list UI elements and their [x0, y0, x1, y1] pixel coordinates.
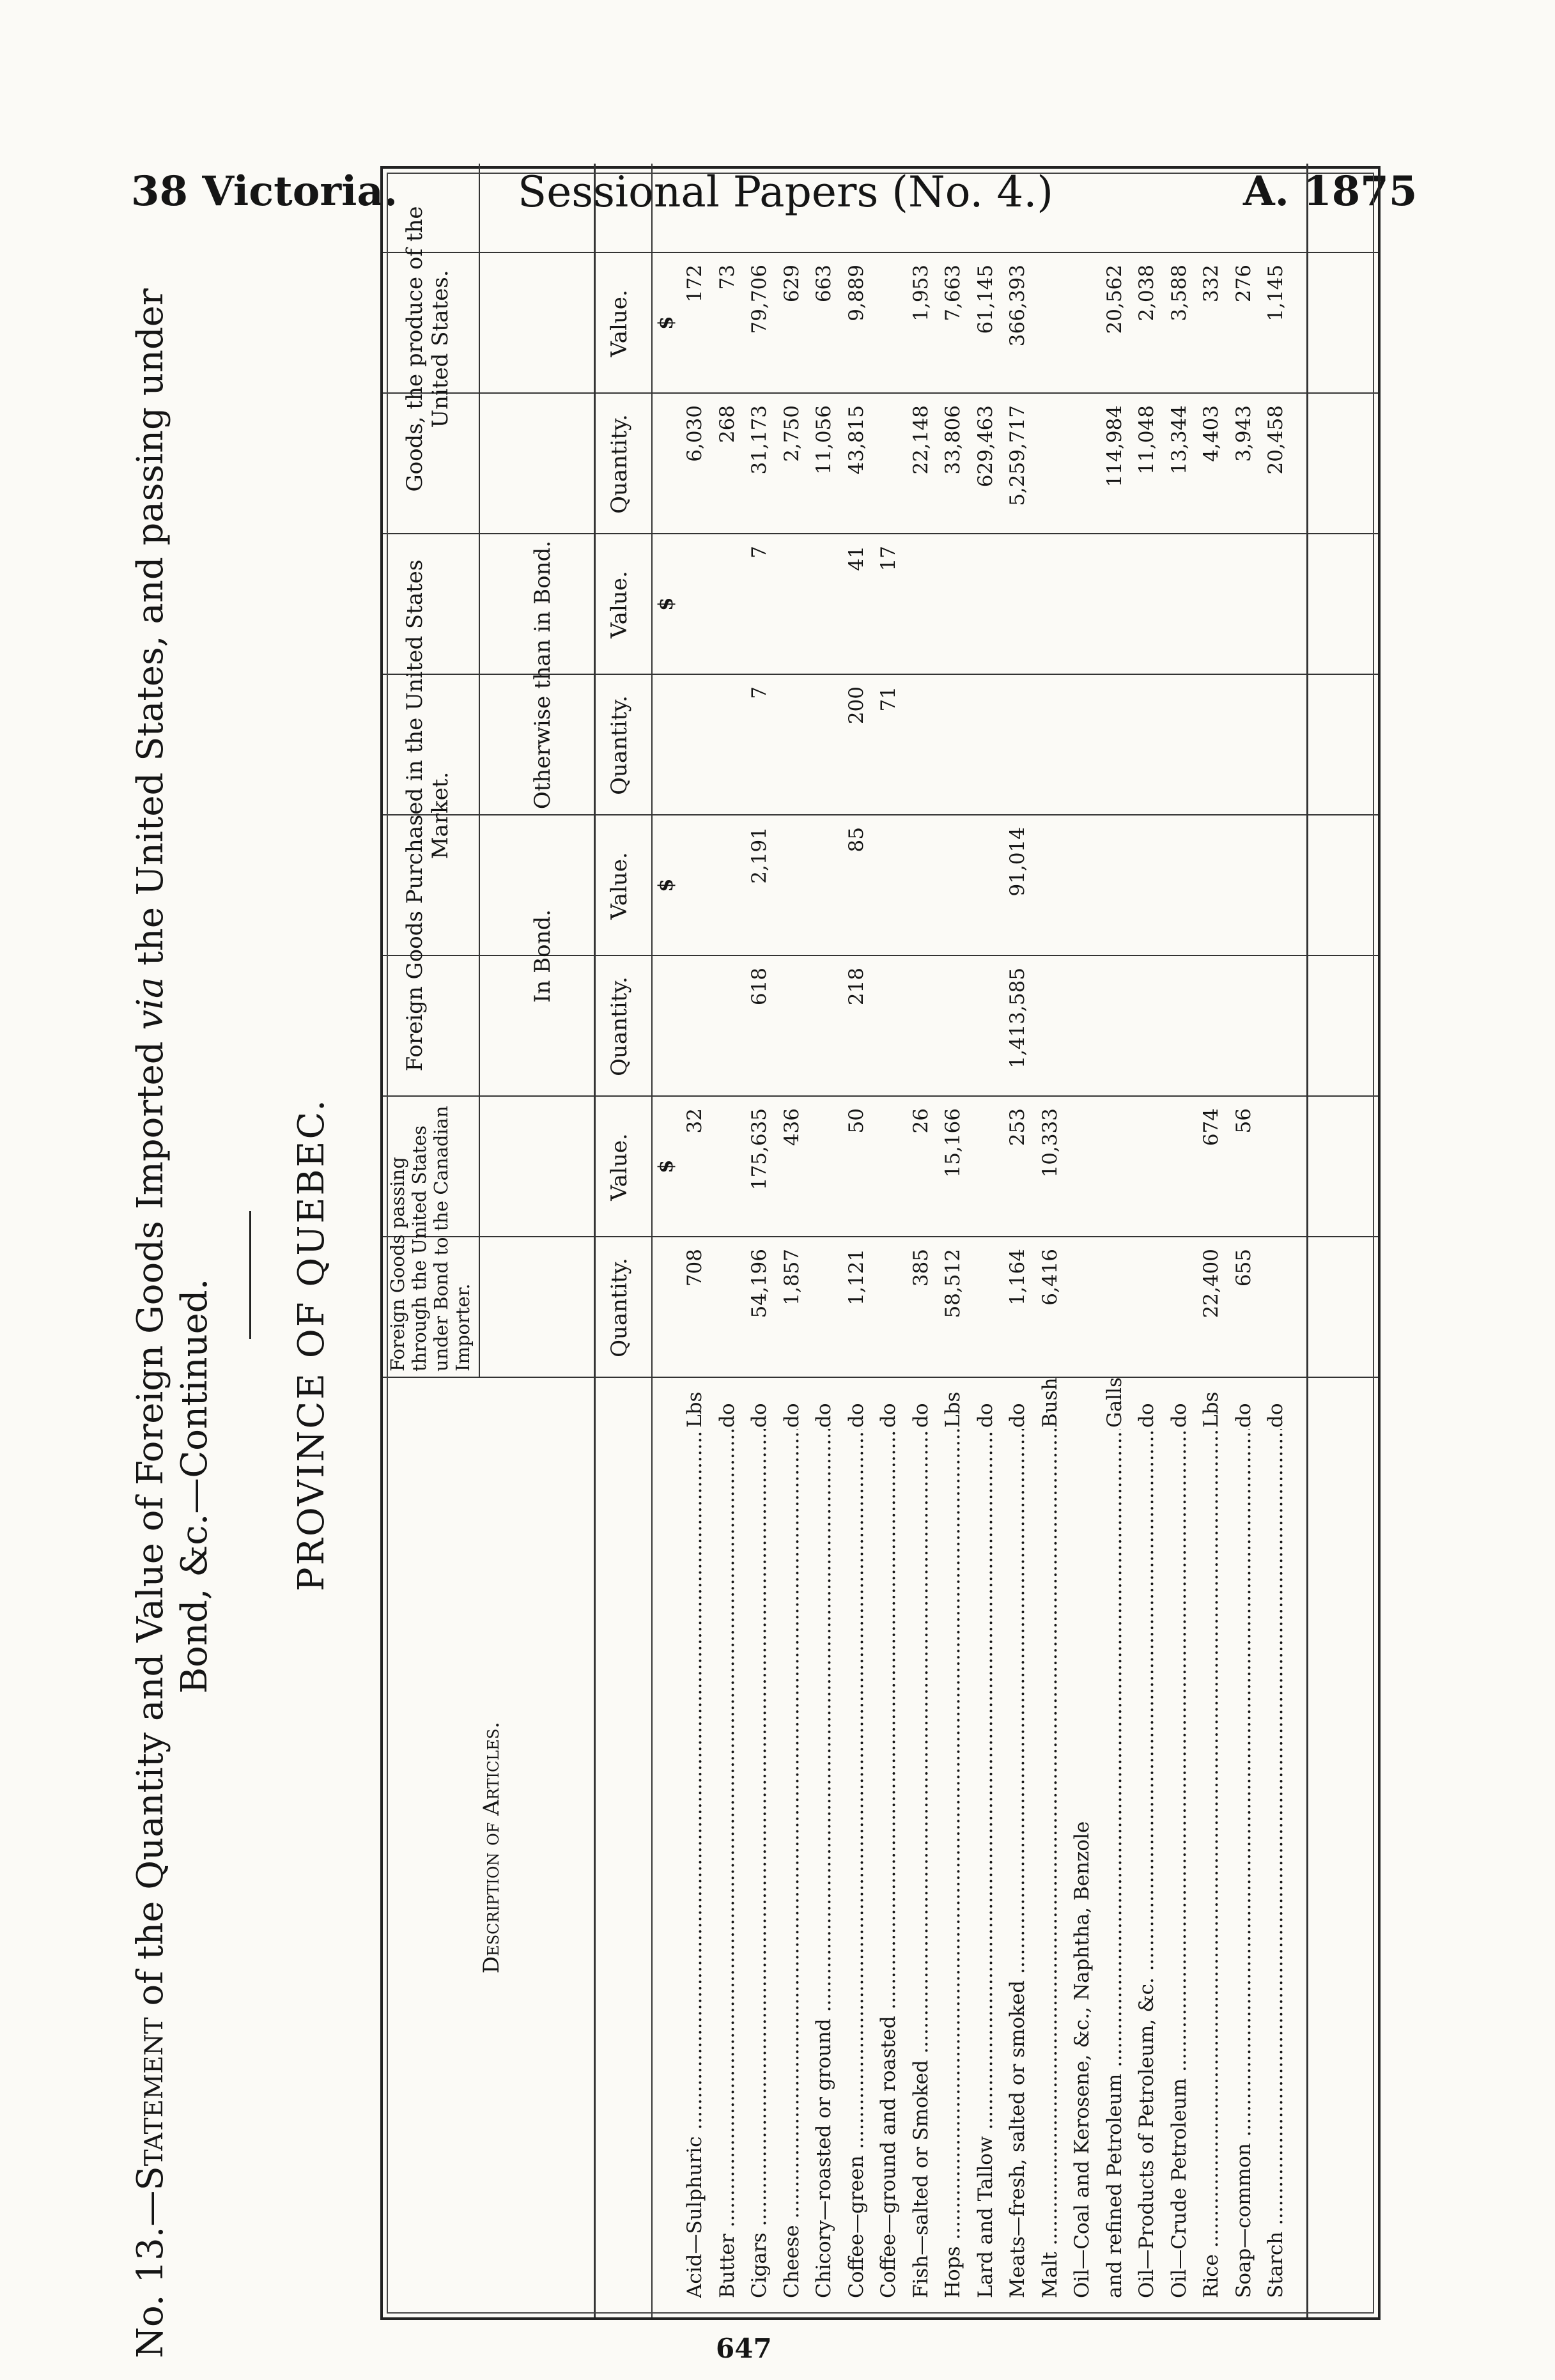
- value-cell: 629,463: [973, 405, 997, 488]
- value-cell: 253: [1006, 1108, 1029, 1147]
- value-cell: 276: [1232, 265, 1255, 303]
- value-cell: 4,403: [1200, 405, 1223, 462]
- value-cell: 2,750: [780, 405, 803, 462]
- unit-cell: Lbs: [1200, 1391, 1223, 1428]
- value-cell: 629: [780, 265, 803, 303]
- quantity-header: Quantity.: [607, 695, 632, 795]
- column-rule: [383, 392, 1378, 394]
- value-header: Value.: [607, 852, 632, 920]
- value-cell: 9,889: [844, 265, 868, 321]
- value-cell: 11,056: [812, 405, 835, 475]
- value-cell: 655: [1232, 1249, 1255, 1287]
- group2b-header: Otherwise than in Bond.: [530, 540, 555, 810]
- statistics-table: [380, 166, 1381, 2320]
- value-cell: 618: [748, 968, 771, 1006]
- unit-cell: do: [844, 1403, 868, 1428]
- value-cell: 1,145: [1264, 265, 1287, 321]
- dollar-sign: $: [654, 597, 677, 611]
- session-label: 38 Victoria.: [131, 167, 398, 215]
- article-description: Chicory—roasted or ground .....: [812, 1429, 835, 2298]
- group3-header: Goods, the produce of the United States.: [402, 206, 453, 492]
- value-cell: 175,635: [748, 1108, 771, 1191]
- quantity-header: Quantity.: [607, 977, 632, 1076]
- article-description: Lard and Tallow .....: [974, 1429, 997, 2298]
- value-cell: 73: [715, 265, 739, 290]
- bottom-rule: [1306, 164, 1308, 2317]
- value-cell: 26: [909, 1108, 932, 1134]
- unit-cell: do: [715, 1403, 739, 1428]
- value-cell: 43,815: [844, 405, 868, 475]
- value-cell: 332: [1200, 265, 1223, 303]
- unit-cell: do: [1264, 1403, 1287, 1428]
- value-cell: 54,196: [748, 1249, 771, 1318]
- value-cell: 7,663: [941, 265, 964, 321]
- value-cell: 5,259,717: [1006, 405, 1029, 506]
- unit-cell: do: [1135, 1403, 1158, 1428]
- unit-cell: do: [812, 1403, 835, 1428]
- value-cell: 33,806: [941, 405, 964, 475]
- value-cell: 436: [780, 1108, 803, 1147]
- article-description: Soap—common .....: [1232, 1429, 1255, 2298]
- province-heading: PROVINCE OF QUEBEC.: [291, 1097, 332, 1591]
- title-text: of the Quantity and Value of Foreign Goods Imported: [130, 1030, 171, 2018]
- value-cell: 11,048: [1135, 405, 1158, 475]
- value-cell: 366,393: [1006, 265, 1029, 347]
- unit-cell: do: [877, 1403, 900, 1428]
- value-cell: 91,014: [1006, 827, 1029, 897]
- header-rule: [651, 164, 653, 2317]
- value-cell: 71: [877, 686, 900, 712]
- title-line2: Bond, &c.—: [174, 1478, 215, 1694]
- page-number: 647: [716, 2333, 772, 2364]
- article-description: Cigars .....: [748, 1429, 771, 2298]
- article-description: Rice .....: [1200, 1429, 1223, 2298]
- unit-cell: do: [748, 1403, 771, 1428]
- value-header: Value.: [607, 1133, 632, 1201]
- value-cell: 22,148: [909, 405, 932, 475]
- quantity-header: Quantity.: [607, 414, 632, 514]
- statement-title: [128, 147, 174, 2358]
- unit-cell: do: [1232, 1403, 1255, 1428]
- value-cell: 663: [812, 265, 835, 303]
- value-cell: 114,984: [1102, 405, 1126, 488]
- unit-cell: Galls: [1102, 1377, 1126, 1428]
- value-header: Value.: [607, 571, 632, 638]
- article-description: and refined Petroleum .....: [1103, 1429, 1126, 2298]
- group1-header: Foreign Goods passing through the United States under Bond to the Canadian Importer.: [387, 1106, 474, 1372]
- rotated-table-page: [128, 147, 1400, 2358]
- unit-cell: do: [1167, 1403, 1191, 1428]
- unit-cell: do: [973, 1403, 997, 1428]
- title-text2: the United States, and passing under: [130, 288, 171, 977]
- title-via: via: [130, 977, 171, 1030]
- unit-cell: Bush: [1038, 1377, 1062, 1428]
- value-cell: 22,400: [1200, 1249, 1223, 1318]
- unit-cell: do: [780, 1403, 803, 1428]
- value-cell: 7: [748, 546, 771, 559]
- title-continued: Continued.: [174, 1278, 215, 1478]
- value-cell: 708: [683, 1249, 706, 1287]
- article-description: Oil—Products of Petroleum, &c. .....: [1135, 1429, 1158, 2298]
- value-cell: 7: [748, 686, 771, 699]
- article-description: Coffee—green .....: [845, 1429, 868, 2298]
- value-cell: 20,458: [1264, 405, 1287, 475]
- article-description: Fish—salted or Smoked .....: [909, 1429, 932, 2298]
- value-cell: 58,512: [941, 1249, 964, 1318]
- article-description: Malt .....: [1039, 1429, 1062, 2298]
- value-header: Value.: [607, 290, 632, 357]
- title-rule: [249, 1211, 251, 1339]
- article-description: Starch .....: [1264, 1429, 1287, 2298]
- statement-title-line2: [174, 1279, 215, 1694]
- dollar-sign: $: [654, 1159, 677, 1173]
- value-cell: 218: [844, 968, 868, 1006]
- value-cell: 1,121: [844, 1249, 868, 1306]
- value-cell: 61,145: [973, 265, 997, 334]
- quantity-header: Quantity.: [607, 1258, 632, 1357]
- value-cell: 2,038: [1135, 265, 1158, 321]
- dollar-sign: $: [654, 316, 677, 330]
- column-rule: [383, 1236, 1378, 1237]
- value-cell: 1,857: [780, 1249, 803, 1306]
- article-description: Cheese .....: [780, 1429, 803, 2298]
- article-description: Butter .....: [716, 1429, 739, 2298]
- value-cell: 15,166: [941, 1108, 964, 1178]
- value-cell: 13,344: [1167, 405, 1191, 475]
- value-cell: 31,173: [748, 405, 771, 475]
- unit-cell: do: [909, 1403, 932, 1428]
- article-description: Oil—Coal and Kerosene, &c., Naphtha, Benzole: [1071, 1821, 1094, 2298]
- unit-cell: do: [1006, 1403, 1029, 1428]
- value-cell: 20,562: [1102, 265, 1126, 334]
- value-cell: 56: [1232, 1108, 1255, 1134]
- value-cell: 1,413,585: [1006, 968, 1029, 1069]
- header-rule: [594, 164, 596, 2317]
- article-description: Oil—Crude Petroleum .....: [1168, 1429, 1191, 2298]
- title-statement: Statement: [130, 2017, 171, 2191]
- value-cell: 2,191: [748, 827, 771, 884]
- value-cell: 1,953: [909, 265, 932, 321]
- group2a-header: In Bond.: [530, 909, 555, 1003]
- value-cell: 41: [844, 546, 868, 571]
- group-rule: [479, 534, 480, 1097]
- value-cell: 3,588: [1167, 265, 1191, 321]
- value-cell: 32: [683, 1108, 706, 1134]
- value-cell: 385: [909, 1249, 932, 1287]
- unit-cell: Lbs: [683, 1391, 706, 1428]
- value-cell: 268: [715, 405, 739, 444]
- unit-cell: Lbs: [941, 1391, 964, 1428]
- year-label: A. 1875: [1243, 167, 1418, 215]
- dollar-sign: $: [654, 878, 677, 892]
- value-cell: 6,030: [683, 405, 706, 462]
- article-description: Coffee—ground and roasted .....: [877, 1429, 900, 2298]
- article-description: Meats—fresh, salted or smoked .....: [1006, 1429, 1029, 2298]
- column-rule: [383, 252, 1378, 253]
- value-cell: 674: [1200, 1108, 1223, 1147]
- value-cell: 6,416: [1038, 1249, 1062, 1306]
- group2-header: Foreign Goods Purchased in the United States Market.: [402, 559, 453, 1072]
- value-cell: 79,706: [748, 265, 771, 334]
- title-prefix: No. 13.—: [130, 2190, 171, 2358]
- article-description: Acid—Sulphuric .....: [683, 1429, 706, 2298]
- publication-title: Sessional Papers (No. 4.): [518, 167, 1054, 217]
- value-cell: 10,333: [1038, 1108, 1062, 1178]
- value-cell: 17: [877, 546, 900, 571]
- value-cell: 200: [844, 686, 868, 725]
- value-cell: 85: [844, 827, 868, 853]
- value-cell: 1,164: [1006, 1249, 1029, 1306]
- value-cell: 3,943: [1232, 405, 1255, 462]
- value-cell: 50: [844, 1108, 868, 1134]
- value-cell: 172: [683, 265, 706, 303]
- description-header: Description of Articles.: [479, 1721, 504, 1974]
- article-description: Hops .....: [941, 1429, 964, 2298]
- column-rule: [383, 1377, 1378, 1378]
